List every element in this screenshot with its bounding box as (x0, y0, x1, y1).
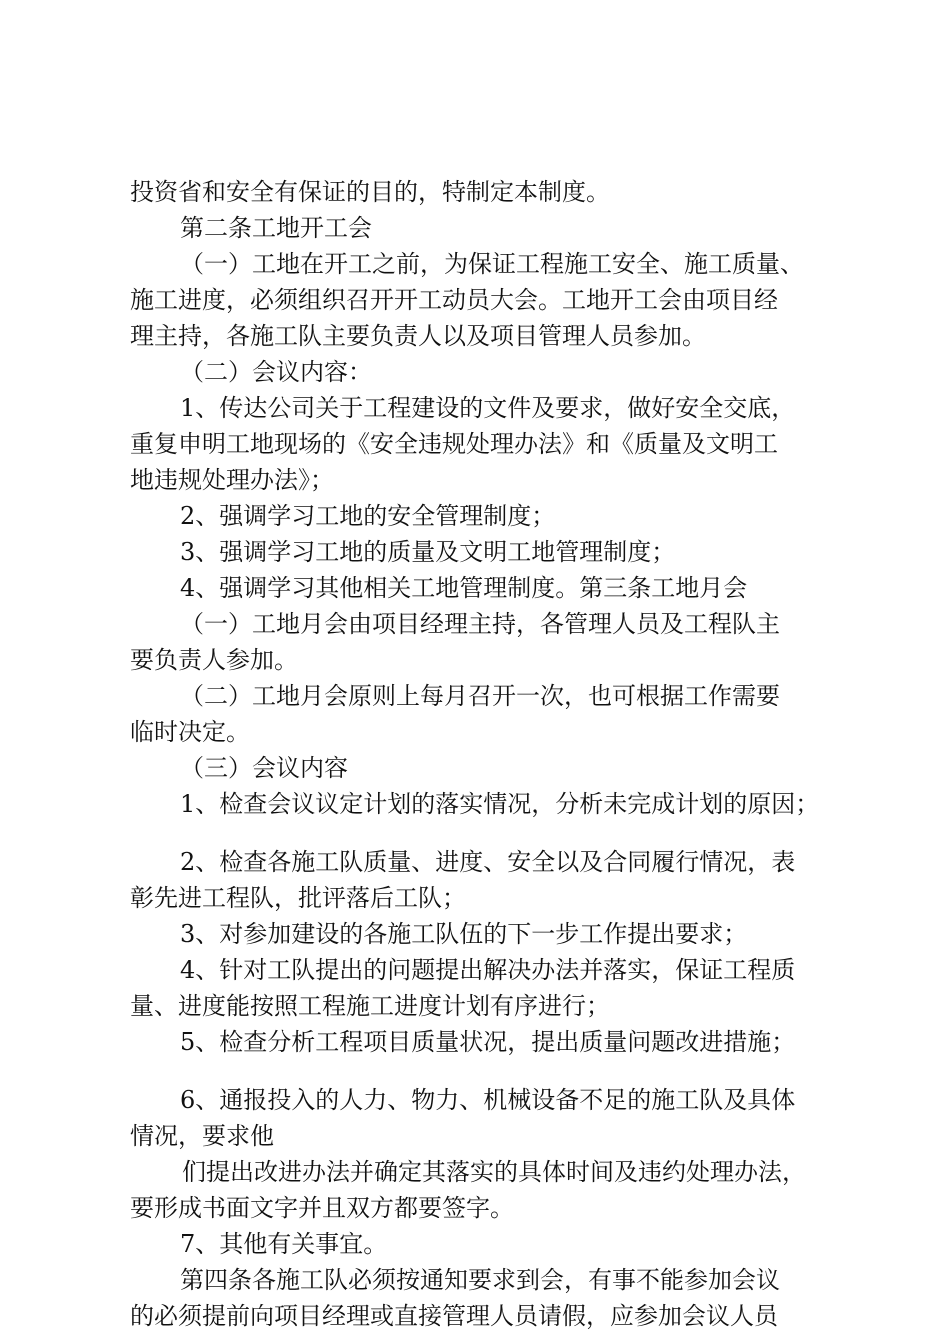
text-line: 投资省和安全有保证的目的，特制定本制度。 (130, 178, 610, 206)
text-line: 6、通报投入的人力、物力、机械设备不足的施工队及具体 (180, 1086, 796, 1114)
text-line: 施工进度，必须组织召开开工动员大会。工地开工会由项目经 (130, 286, 778, 314)
text-line: 地违规处理办法》； (130, 466, 334, 494)
text-line: 要负责人参加。 (130, 646, 298, 674)
text-line: 理主持，各施工队主要负责人以及项目管理人员参加。 (130, 322, 706, 350)
text-line: 4、针对工队提出的问题提出解决办法并落实，保证工程质 (180, 956, 796, 984)
text-line: 5、检查分析工程项目质量状况，提出质量问题改进措施； (180, 1028, 796, 1056)
text-line: 重复申明工地现场的《安全违规处理办法》和《质量及文明工 (130, 430, 778, 458)
text-line: 量、进度能按照工程施工进度计划有序进行； (130, 992, 610, 1020)
text-line: 7、其他有关事宜。 (180, 1230, 388, 1258)
text-line: 1、检查会议议定计划的落实情况，分析未完成计划的原因； (180, 790, 820, 818)
text-line: 1、传达公司关于工程建设的文件及要求，做好安全交底， (180, 394, 796, 422)
text-line: 第四条各施工队必须按通知要求到会，有事不能参加会议 (180, 1266, 780, 1294)
text-line: 们提出改进办法并确定其落实的具体时间及违约处理办法， (182, 1158, 806, 1186)
section-heading: 第二条工地开工会 (180, 214, 372, 242)
text-line: 2、强调学习工地的安全管理制度； (180, 502, 556, 530)
text-line: （三）会议内容 (180, 754, 348, 782)
text-line: 2、检查各施工队质量、进度、安全以及合同履行情况，表 (180, 848, 796, 876)
text-line: 3、强调学习工地的质量及文明工地管理制度； (180, 538, 676, 566)
text-line: 临时决定。 (130, 718, 250, 746)
text-line: （一）工地月会由项目经理主持，各管理人员及工程队主 (180, 610, 780, 638)
text-line: 4、强调学习其他相关工地管理制度。第三条工地月会 (180, 574, 748, 602)
text-line: 要形成书面文字并且双方都要签字。 (130, 1194, 514, 1222)
text-line: 彰先进工程队，批评落后工队； (130, 884, 466, 912)
text-line: （一）工地在开工之前，为保证工程施工安全、施工质量、 (180, 250, 804, 278)
text-line: 的必须提前向项目经理或直接管理人员请假，应参加会议人员 (130, 1302, 778, 1330)
text-line: （二）工地月会原则上每月召开一次，也可根据工作需要 (180, 682, 780, 710)
text-line: （二）会议内容： (180, 358, 372, 386)
text-line: 情况，要求他 (130, 1122, 274, 1150)
text-line: 3、对参加建设的各施工队伍的下一步工作提出要求； (180, 920, 748, 948)
